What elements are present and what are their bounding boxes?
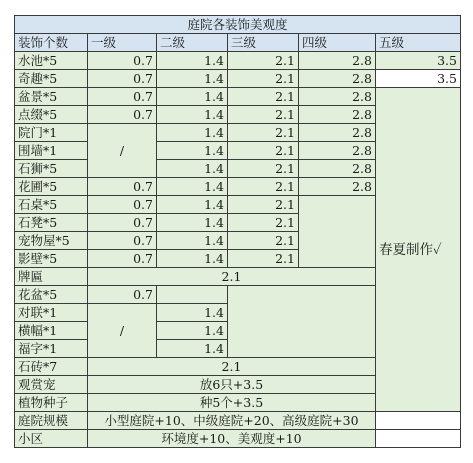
decoration-beauty-table: [14, 15, 461, 448]
item-name: 点缀*5: [15, 106, 88, 124]
value-cell: 3.5: [376, 52, 461, 70]
header-cell: 四级: [299, 34, 376, 52]
value-cell: 1.4: [157, 52, 228, 70]
header-cell: 装饰个数: [15, 34, 88, 52]
value-cell: 1.4: [157, 196, 228, 214]
value-cell: 1.4: [157, 70, 228, 88]
value-cell: 1.4: [157, 124, 228, 142]
merged-value-cell: 小型庭院+10、中级庭院+20、高级庭院+30: [88, 412, 376, 430]
value-cell: 3.5: [376, 70, 461, 88]
item-name: 小区: [15, 430, 88, 448]
item-name: 植物种子: [15, 394, 88, 412]
value-cell: 2.1: [228, 250, 299, 268]
value-cell: 1.4: [157, 232, 228, 250]
value-cell: 2.8: [299, 178, 376, 196]
value-cell: 0.7: [88, 286, 157, 304]
merged-value-cell: 种5个+3.5: [88, 394, 376, 412]
value-cell: 2.1: [228, 232, 299, 250]
value-cell: 2.8: [299, 70, 376, 88]
value-cell: 2.8: [299, 106, 376, 124]
value-cell: 2.1: [228, 214, 299, 232]
merged-value-cell: 2.1: [88, 268, 376, 286]
value-cell: 2.1: [228, 142, 299, 160]
credit-text: 春夏制作✓: [376, 88, 461, 412]
value-cell: 2.8: [299, 160, 376, 178]
item-name: 影壁*5: [15, 250, 88, 268]
value-cell: 1.4: [157, 250, 228, 268]
item-name: 石狮*5: [15, 160, 88, 178]
item-name: 院门*1: [15, 124, 88, 142]
item-name: 石凳*5: [15, 214, 88, 232]
value-cell: 2.1: [228, 70, 299, 88]
item-name: 石桌*5: [15, 196, 88, 214]
value-cell: 0.7: [88, 250, 157, 268]
value-cell: 1.4: [157, 142, 228, 160]
item-name: 石砖*7: [15, 358, 88, 376]
merged-value-cell: 2.1: [88, 358, 376, 376]
value-cell: 2.8: [299, 88, 376, 106]
table-row: [15, 430, 461, 448]
value-cell: 1.4: [157, 304, 228, 322]
item-name: 横幅*1: [15, 322, 88, 340]
item-name: 奇趣*5: [15, 70, 88, 88]
header-cell: 三级: [228, 34, 299, 52]
value-cell: 2.1: [228, 106, 299, 124]
value-cell: 2.1: [228, 88, 299, 106]
value-cell: 0.7: [88, 88, 157, 106]
item-name: 福字*1: [15, 340, 88, 358]
table-row: [15, 52, 461, 70]
merged-value-cell: 环境度+10、美观度+10: [88, 430, 376, 448]
item-name: 宠物屋*5: [15, 232, 88, 250]
merged-value-cell: 放6只+3.5: [88, 376, 376, 394]
value-cell: 2.1: [228, 196, 299, 214]
value-cell: 0.7: [88, 52, 157, 70]
table-title: 庭院各装饰美观度: [15, 16, 461, 34]
value-cell: 2.8: [299, 124, 376, 142]
not-applicable-mark: /: [88, 304, 157, 358]
value-cell: 2.8: [299, 142, 376, 160]
item-name: 对联*1: [15, 304, 88, 322]
item-name: 花圃*5: [15, 178, 88, 196]
table-row: [15, 88, 461, 106]
value-cell: 2.1: [228, 124, 299, 142]
value-cell: 0.7: [88, 178, 157, 196]
value-cell: 0.7: [88, 232, 157, 250]
title-row: [15, 16, 461, 34]
item-name: 花盆*5: [15, 286, 88, 304]
value-cell: 1.4: [157, 160, 228, 178]
empty-cell: [376, 430, 461, 448]
table-row: [15, 70, 461, 88]
table-row: [15, 412, 461, 430]
empty-cell: [376, 412, 461, 430]
value-cell: 2.1: [228, 160, 299, 178]
value-cell: 2.1: [228, 52, 299, 70]
value-cell: 0.7: [88, 196, 157, 214]
header-row: [15, 34, 461, 52]
value-cell: 2.1: [228, 178, 299, 196]
value-cell: 2.8: [299, 52, 376, 70]
value-cell: 1.4: [157, 178, 228, 196]
value-cell: 0.7: [88, 106, 157, 124]
value-cell: 0.7: [88, 70, 157, 88]
header-cell: 二级: [157, 34, 228, 52]
value-cell: 1.4: [157, 214, 228, 232]
value-cell: 1.4: [157, 322, 228, 340]
empty-cell: [157, 286, 228, 304]
item-name: 牌匾: [15, 268, 88, 286]
value-cell: 1.4: [157, 106, 228, 124]
value-cell: 0.7: [88, 214, 157, 232]
header-cell: 一级: [88, 34, 157, 52]
item-name: 观赏宠: [15, 376, 88, 394]
empty-cell: [228, 286, 376, 358]
not-applicable-mark: /: [88, 124, 157, 178]
item-name: 围墙*1: [15, 142, 88, 160]
value-cell: 1.4: [157, 88, 228, 106]
value-cell: 1.4: [157, 340, 228, 358]
empty-cell: [299, 196, 376, 268]
item-name: 水池*5: [15, 52, 88, 70]
item-name: 盆景*5: [15, 88, 88, 106]
header-cell: 五级: [376, 34, 461, 52]
item-name: 庭院规模: [15, 412, 88, 430]
